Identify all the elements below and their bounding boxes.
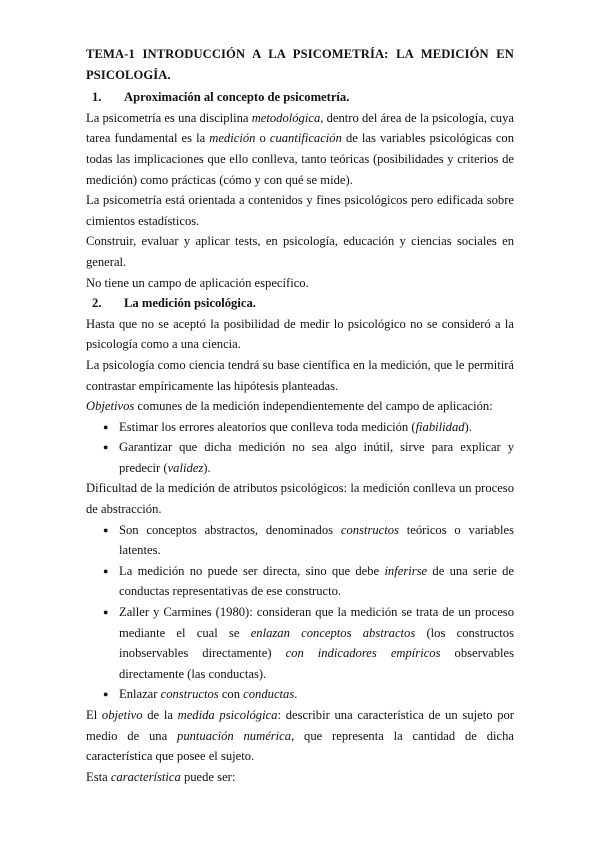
list-item: ● Garantizar que dicha medición no sea algo inútil, sirve para explicar y predecir (validez). [86, 437, 514, 478]
section-1-paragraph-4: No tiene un campo de aplicación específico. [86, 275, 309, 290]
section-1-heading [86, 87, 514, 108]
section-2-title: La medición psicológica. [124, 296, 256, 311]
section-2-paragraph-3: Objetivos comunes de la medición independientemente del campo de aplicación: [86, 399, 493, 414]
difficulty-list [86, 520, 514, 705]
objectives-list [86, 417, 514, 479]
list-item: ● Zaller y Carmines (1980): consideran que la medición se trata de un proceso mediante el cual se enlazan conceptos abstractos (los constructos inobservables directamente) con indicadores empíricos observables directamente (las conductas). [86, 602, 514, 684]
section-2-heading [86, 293, 514, 314]
section-2-paragraph-1: Hasta que no se aceptó la posibilidad de medir lo psicológico no se consideró a la psicología como a una ciencia. [86, 316, 514, 352]
list-item: ● La medición no puede ser directa, sino que debe inferirse de una serie de conductas representativas de ese constructo. [86, 561, 514, 602]
section-2-paragraph-4: Dificultad de la medición de atributos psicológicos: la medición conlleva un proceso de abstracción. [86, 481, 514, 517]
section-2-number: 2. [92, 296, 102, 311]
section-1-number: 1. [92, 90, 102, 105]
list-item: ● Son conceptos abstractos, denominados constructos teóricos o variables latentes. [86, 520, 514, 561]
section-2-paragraph-5: El objetivo de la medida psicológica: describir una característica de un sujeto por medio de una puntuación numérica, que representa la cantidad de dicha característica que posee el sujeto. [86, 708, 515, 764]
document-title: TEMA-1 INTRODUCCIÓN A LA PSICOMETRÍA: LA MEDICIÓN EN PSICOLOGÍA. [86, 47, 514, 82]
section-1-paragraph-1: La psicometría es una disciplina metodológica, dentro del área de la psicología, cuya tarea fundamental es la medición o cuantificación de las variables psicológicas con todas las implicaciones que ello conlleva, tanto teóricas (posibilidades y criterios de medición) como prácticas (cómo y con qué se mide). [86, 110, 515, 187]
list-item: ● Enlazar constructos con conductas. [86, 684, 514, 705]
section-1-title: Aproximación al concepto de psicometría. [124, 90, 350, 105]
section-2-paragraph-6: Esta característica puede ser: [86, 769, 236, 784]
section-2-paragraph-2: La psicología como ciencia tendrá su base científica en la medición, que le permitirá contrastar empíricamente las hipótesis planteadas. [86, 357, 514, 393]
list-item: ● Estimar los errores aleatorios que conlleva toda medición (fiabilidad). [86, 417, 514, 438]
section-1-paragraph-2: La psicometría está orientada a contenidos y fines psicológicos pero edificada sobre cimientos estadísticos. [86, 193, 514, 228]
section-1-paragraph-3: Construir, evaluar y aplicar tests, en psicología, educación y ciencias sociales en general. [86, 234, 514, 269]
